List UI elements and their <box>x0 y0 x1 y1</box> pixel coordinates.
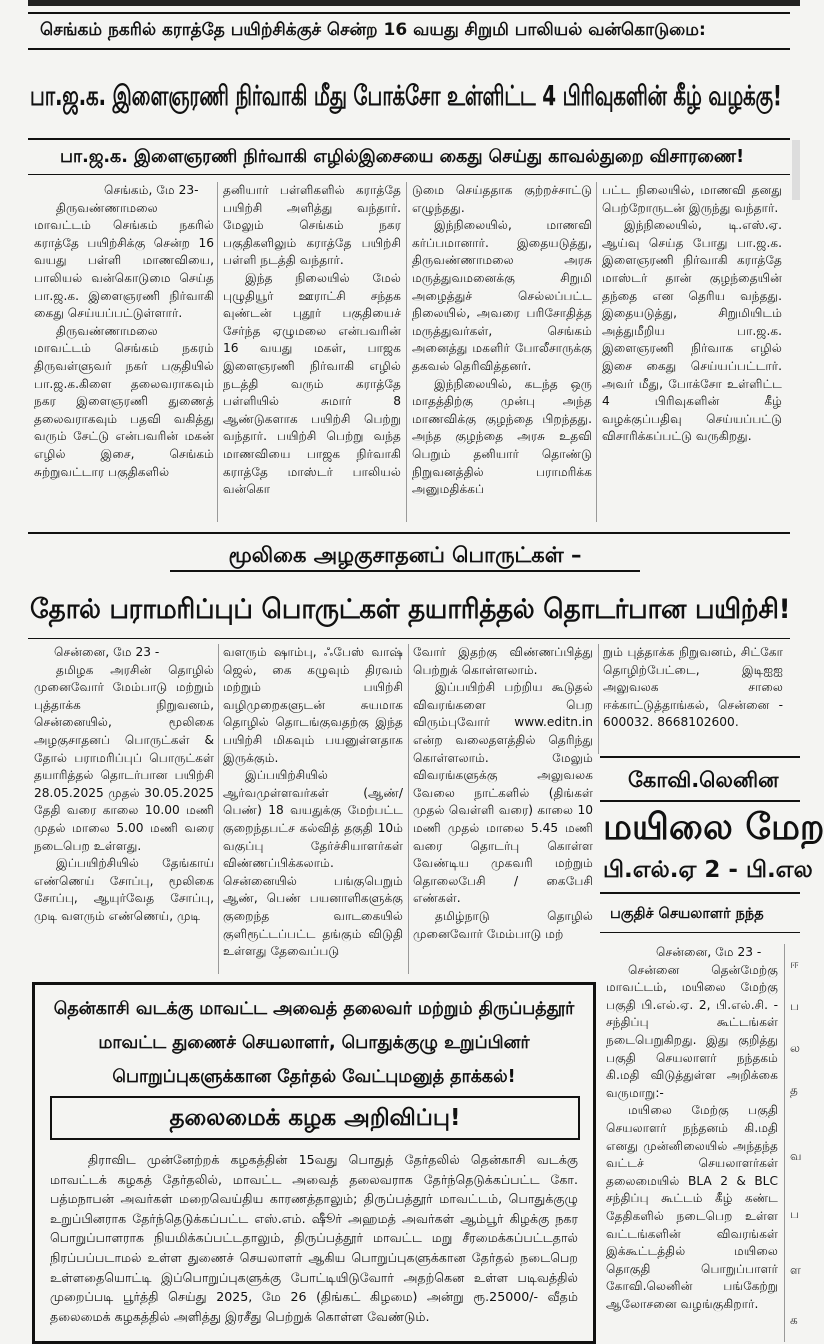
divider <box>28 48 790 50</box>
column-rule <box>217 182 218 522</box>
dateline: சென்னை, மே 23 - <box>54 645 160 659</box>
edge-fragment: வ <box>790 1149 802 1163</box>
story4-tag: பகுதிச் செயலாளர் நந்த <box>610 906 764 922</box>
paragraph: இந்த நிலையில் மேல் புழுதியூர் ஊராட்சி சந்தக வுண்டன் புதூர் பகுதியைச் சேர்ந்த ஏழுமலை என்பவரின் 16 வயது மகள், பாஜக இளைஞரணி நிர்வாகி எழில் நடத்தி வரும் கராத்தே பள்ளியில் சுமார் 8 ஆண்டுகளாக பயிற்சி பெற்று வந்தார். பயிற்சி பெற்று வந்த மாணவியை பாஜக நிர்வாகி கராத்தே மாஸ்டர் பாலியல் வன்கொ <box>223 270 401 497</box>
story2-column <box>413 644 593 980</box>
divider <box>600 800 800 802</box>
paragraph: வளரும் ஷாம்பு, ஃபேஸ் வாஷ் ஜெல், கை கழுவும் திரவம் மற்றும் பயிற்சி வழிமுறைகளுடன் சுயமாக தொழில் தொடங்குவதற்கு இந்த பயிற்சி மிகவும் பயனுள்ளதாக இருக்கும். <box>223 645 403 765</box>
paragraph: திருவண்ணாமலை மாவட்டம் செங்கம் நகரில் கராத்தே பயிற்சிக்கு சென்ற 16 வயது பள்ளி மாணவியை, பாலியல் வன்கொடுமை செய்த பா.ஜ.க. இளைஞரணி நிர்வாகி கைது செய்யப்பட்டுள்ளார். <box>34 200 214 321</box>
edge-fragment: ப <box>790 999 799 1013</box>
story4-headline: மயிலை மேற <box>603 807 824 848</box>
edge-fragment: த <box>790 1083 798 1097</box>
edge-fragment: க <box>790 1313 798 1327</box>
story2-headline: தோல் பராமரிப்புப் பொருட்கள் தயாரித்தல் தொடர்பான பயிற்சி! <box>30 594 791 625</box>
edge-fragment: ள <box>790 1263 801 1277</box>
story3-box-title: தலைமைக் கழக அறிவிப்பு! <box>50 1096 580 1140</box>
divider <box>600 892 800 894</box>
column-rule <box>408 644 409 974</box>
paragraph: இப்பயிற்சியில் ஆர்வமுள்ளவர்கள் (ஆண்/பெண்) 18 வயதுக்கு மேற்பட்ட குறைந்தபட்ச கல்வித் தகுதி 10ம் வகுப்பு தேர்ச்சியாளர்கள் விண்ணப்பிக்கலாம். சென்னையில் பங்குபெறும் ஆண், பெண் பயனாளிகளுக்கு குறைந்த வாடகையில் குளிரூட்டப்பட்ட தங்கும் விடுதி உள்ளது தேவைப்படு <box>223 768 403 959</box>
paragraph: இப்பயிற்சி பற்றிய கூடுதல் விவரங்களை பெற விரும்புவோர் www.editn.in என்ற வலைதளத்தில் தெரிந்து கொள்ளலாம். மேலும் விவரங்களுக்கு அலுவலக வேலை நாட்களில் (திங்கள் முதல் வெள்ளி வரை) காலை 10 மணி முதல் மாலை 5.45 மணி வரை தொடர்பு கொள்ள வேண்டிய முகவரி மற்றும் தொலைபேசி / கைபேசி எண்கள். <box>413 680 593 906</box>
paragraph: தனியார் பள்ளிகளில் கராத்தே பயிற்சி அளித்து வந்தார். மேலும் செங்கம் நகர பகுதிகளிலும் கராத்தே பயிற்சி பள்ளி நடத்தி வந்தார். <box>223 183 401 268</box>
story2-column <box>603 644 783 754</box>
story1-column <box>412 182 592 527</box>
divider <box>600 756 800 758</box>
divider <box>28 638 790 639</box>
paragraph: தமிழக அரசின் தொழில் முனைவோர் மேம்பாடு மற்றும் புத்தாக்க நிறுவனம், சென்னையில், மூலிகை அழகுசாதனப் பொருட்கள் & தோல் பராமரிப்புப் பொருட்கள் தயாரித்தல் தொடர்பான பயிற்சி 28.05.2025 முதல் 30.05.2025 தேதி வரை காலை 10.00 மணி முதல் மாலை 5.00 மணி வரை நடைபெற உள்ளது. <box>34 662 214 853</box>
paragraph: இப்பயிற்சியில் தேங்காய் எண்ணெய் சோப்பு, மூலிகை சோப்பு, ஆயுர்வேத சோப்பு, முடி வளரும் எண்ணெய், முடி <box>34 856 214 923</box>
paragraph: திருவண்ணாமலை மாவட்டம் செங்கம் நகரம் திருவள்ளுவர் நகர் பகுதியில் பா.ஜ.க.கிளை தலைவராகவும் நகர இளைஞரணி துணைத் தலைவராகவும் பதவி வகித்து வரும் சேட்டு என்பவரின் மகன் எழில் இசை, செங்கம் சுற்றுவட்டார பகுதிகளில் <box>34 323 214 479</box>
paragraph: இந்நிலையில், மாணவி கர்ப்பமானார். இதையடுத்து, திருவண்ணாமலை அரசு மருத்துவமனைக்கு சிறுமி அழைத்துச் செல்லப்பட்ட நிலையில், அவரை பரிசோதித்த மருத்துவர்கள், செங்கம் அனைத்து மகளிர் போலீசாருக்கு தகவல் தெரிவித்தனர். <box>412 218 592 373</box>
story4-kicker: கோவி.லெனின <box>628 768 779 792</box>
story4-column <box>606 944 778 1342</box>
dateline: சென்னை, மே 23 - <box>656 945 762 959</box>
story1-headline: பா.ஜ.க. இளைஞரணி நிர்வாகி மீது போக்சோ உள்ளிட்ட 4 பிரிவுகளின் கீழ் வழக்கு! <box>30 80 782 112</box>
top-rule <box>28 0 800 6</box>
paragraph: தமிழ்நாடு தொழில் முனைவோர் மேம்பாடு மற் <box>413 908 593 941</box>
story2-column <box>223 644 403 980</box>
divider <box>28 138 790 140</box>
story1-column <box>223 182 401 527</box>
paragraph: இந்நிலையில், டி.எஸ்.ஏ. ஆய்வு செய்த போது பா.ஜ.க. இளைஞரணி நிர்வாகி கராத்தே மாஸ்டர் தான் குழந்தையின் தந்தை என தெரிய வந்தது. இதையடுத்து, சிறுமியிடம் அத்துமீறிய பா.ஜ.க. இளைஞரணி நிர்வாக எழில் இசை கைது செய்யப்பட்டார். அவர் மீது, போக்சோ உள்ளிட்ட 4 பிரிவுகளின் கீழ் வழக்குப்பதிவு செய்யப்பட்டு விசாரிக்கப்பட்டு வருகிறது. <box>602 218 782 444</box>
edge-fragment: ஈ <box>790 957 799 971</box>
column-rule <box>784 944 785 1342</box>
column-rule <box>598 644 599 754</box>
edge-fragment: ல <box>790 1041 800 1055</box>
divider <box>600 932 800 933</box>
story1-column <box>602 182 782 527</box>
story1-column <box>34 182 214 527</box>
divider <box>28 532 790 534</box>
story4-subhead: பி.எல்.ஏ 2 - பி.எல <box>603 857 813 883</box>
story2-column <box>34 644 214 980</box>
story2-kicker: மூலிகை அழகுசாதனப் பொருட்கள் – <box>170 540 640 572</box>
paragraph: மயிலை மேற்கு பகுதி செயலாளர் நந்தனம் கி.மதி எனது முன்னிலையில் அந்தந்த வட்டச் செயலாளர்கள் தலைமையில் BLA 2 & BLC சந்திப்பு கூட்டம் கீழ் கண்ட தேதிகளில் நடைபெற உள்ள வட்டங்களின் விவரங்கள் இக்கூட்டத்தில் மயிலை தொகுதி பொறுப்பாளர் கோவி.லெனின் பங்கேற்று ஆலோசனை வழங்குகிறார். <box>606 1103 778 1311</box>
paragraph: பட்ட நிலையில், மாணவி தனது பெற்றோருடன் இருந்து வந்தார். <box>602 183 782 215</box>
page-edge <box>792 140 800 200</box>
story3-headline: தென்காசி வடக்கு மாவட்ட அவைத் தலைவர் மற்றும் திருப்பத்தூர் மாவட்ட துணைச் செயலாளர், பொதுக்குழு உறுப்பினர் பொறுப்புகளுக்கான தேர்தல் வேட்புமனுத் தாக்கல்! <box>53 999 575 1087</box>
divider <box>28 174 790 175</box>
column-rule <box>596 182 597 522</box>
paragraph: றும் புத்தாக்க நிறுவனம், சிட்கோ தொழிற்பேட்டை, இடிஐஐ அலுவலக சாலை ஈக்காட்டுத்தாங்கல், சென்னை - 600032. 8668102600. <box>603 645 783 730</box>
dateline: செங்கம், மே 23- <box>104 183 199 197</box>
column-rule <box>218 644 219 974</box>
edge-fragment: ப <box>790 1207 799 1221</box>
paragraph: டுமை செய்ததாக குற்றச்சாட்டு எழுந்தது. <box>412 183 592 215</box>
paragraph: வோர் இதற்கு விண்ணப்பித்து பெற்றுக் கொள்ளலாம். <box>413 645 593 677</box>
column-rule <box>406 182 407 522</box>
paragraph: சென்னை தென்மேற்கு மாவட்டம், மயிலை மேற்கு பகுதி பி.எல்.ஏ. 2, பி.எல்.சி. - சந்திப்பு கூட்டங்கள் நடைபெறுகிறது. இது குறித்து பகுதி செயலாளர் நந்தகம் கி.மதி விடுத்துள்ள அறிக்கை வருமாறு:- <box>606 962 778 1100</box>
story1-subhead: பா.ஜ.க. இளைஞரணி நிர்வாகி எழில்இசையை கைது செய்து காவல்துறை விசாரணை! <box>60 147 745 167</box>
story1-kicker: செங்கம் நகரில் கராத்தே பயிற்சிக்குச் சென்ற 16 வயது சிறுமி பாலியல் வன்கொடுமை: <box>40 20 706 40</box>
divider <box>28 12 790 14</box>
story3-body: திராவிட முன்னேற்றக் கழகத்தின் 15வது பொதுத் தேர்தலில் தென்காசி வடக்கு மாவட்டக் கழகத் தேர்தலில், மாவட்ட அவைத் தலைவராக தேர்ந்தெடுக்கப்பட்ட கோ. பத்மநாபன் அவர்கள் மறைவெய்திய காரணத்தாலும்; திருப்பத்தூர் மாவட்டம், பொதுக்குழு உறுப்பினராக தேர்ந்தெடுக்கப்பட்ட எஸ்.எம். ஷூீர் அஹமத் அவர்கள் ஆம்பூர் கிழக்கு நகர பொறுப்பாளராக நியமிக்கப்பட்டதாலும், திருப்பத்தூர் மாவட்ட மறு சீரமைக்கப்பட்டதால் நிரப்பப்படாமல் உள்ள துணைச் செயலாளர் ஆகிய பொறுப்புகளுக்கான தேர்தல் நடைபெற உள்ளதையொட்டி இப்பொறுப்புகளுக்கு போட்டியிடுவோர் அதற்கென உள்ள படிவத்தில் முறைப்படி பூர்த்தி செய்து 2025, மே 26 (திங்கட் கிழமை) அன்று ரூ.25000/- வீதம் தலைமைக் கழகத்தில் அளித்து இரசீது பெற்றுக் கொள்ள வேண்டும். <box>50 1152 578 1324</box>
paragraph: இந்நிலையில், கடந்த ஒரு மாதத்திற்கு முன்பு அந்த மாணவிக்கு குழந்தை பிறந்தது. அந்த குழந்தை அரசு உதவி பெறும் தனியார் தொண்டு நிறுவனத்தில் பராமரிக்க அனுமதிக்கப் <box>412 376 592 497</box>
